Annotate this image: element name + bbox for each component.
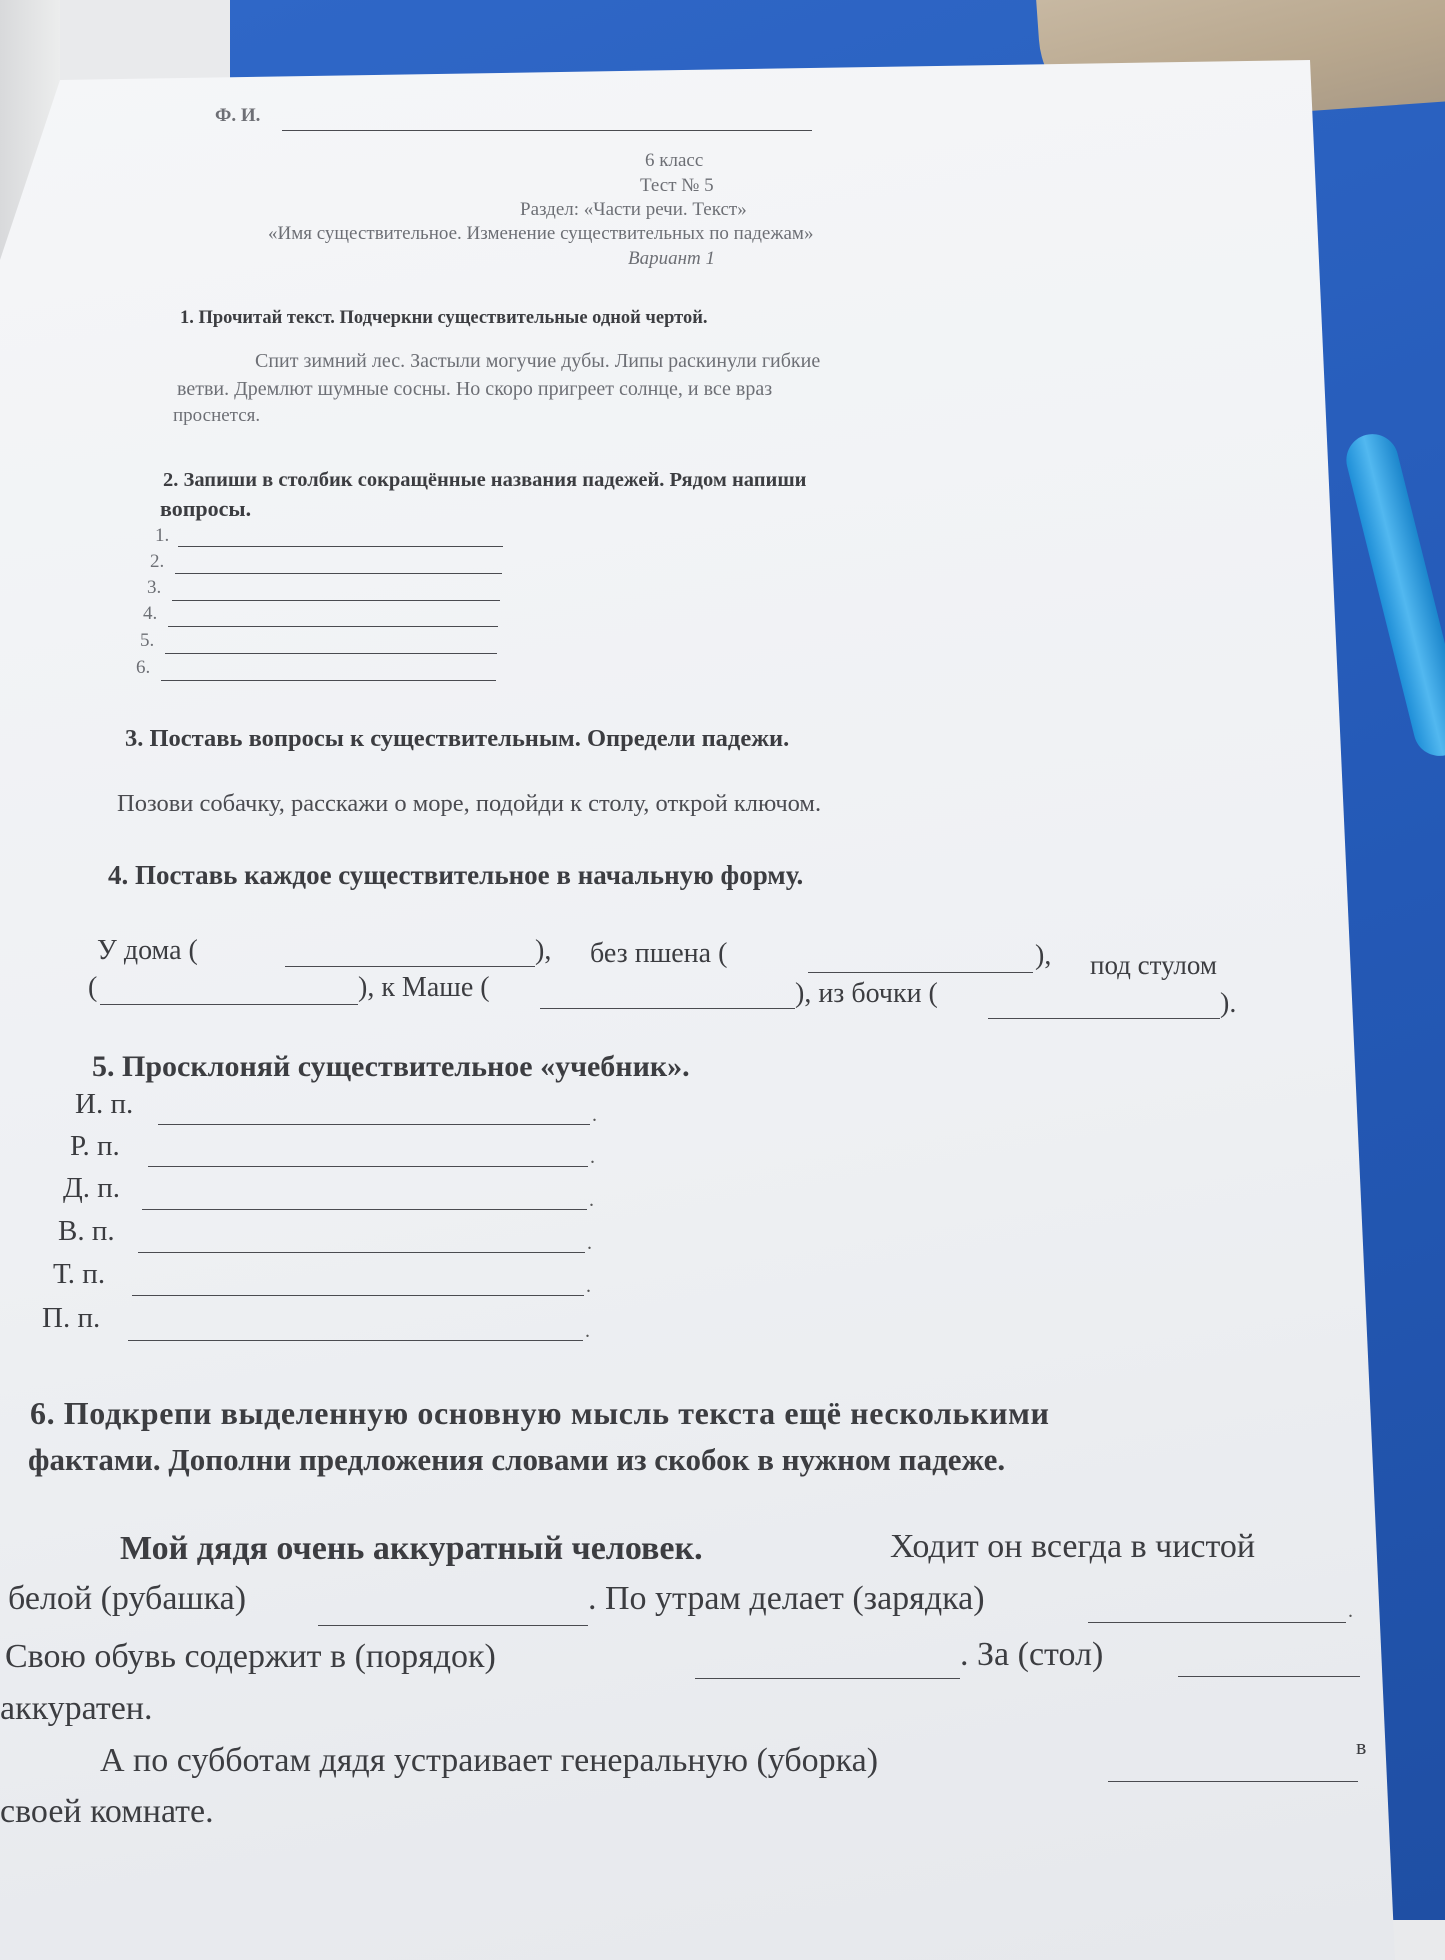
task3-title: 3. Поставь вопросы к существительным. Определи падежи.: [125, 725, 790, 752]
section-title: Раздел: «Части речи. Текст»: [520, 199, 747, 220]
list-item-number: 1.: [155, 525, 170, 546]
task6-line5: А по субботам дядя устраивает генеральную (уборка): [100, 1742, 879, 1779]
answer-line[interactable]: [168, 626, 498, 627]
list-item-number: 3.: [147, 577, 162, 598]
task4-open: (: [88, 972, 98, 1003]
answer-line[interactable]: [1178, 1676, 1360, 1677]
list-item-number: 4.: [143, 603, 158, 624]
task6-line2b: . По утрам делает (зарядка): [588, 1580, 985, 1617]
topic-title: «Имя существительное. Изменение существительных по падежам»: [268, 223, 814, 244]
line-end-dot: .: [587, 1232, 592, 1254]
answer-line[interactable]: [142, 1209, 587, 1210]
line-end-dot: .: [590, 1146, 595, 1168]
task6-line3a: Свою обувь содержит в (порядок): [5, 1638, 496, 1675]
task6-line2a: белой (рубашка): [8, 1580, 247, 1617]
line-end-dot: .: [592, 1104, 597, 1126]
task6-title-line1: 6. Подкрепи выделенную основную мысль текста ещё несколькими: [30, 1395, 1050, 1431]
answer-line[interactable]: [100, 1004, 358, 1005]
task1-text-line3: проснется.: [173, 405, 261, 426]
task5-title: 5. Просклоняй существительное «учебник».: [92, 1050, 690, 1083]
task6-bold-sentence: Мой дядя очень аккуратный человек.: [120, 1530, 703, 1567]
line-end-dot: .: [589, 1189, 594, 1211]
test-number: Тест № 5: [640, 175, 714, 196]
task4-title: 4. Поставь каждое существительное в начальную форму.: [108, 860, 804, 890]
answer-line[interactable]: [318, 1625, 588, 1626]
answer-line[interactable]: [128, 1340, 583, 1341]
case-label: Р. п.: [70, 1130, 120, 1162]
task6-line3b: . За (стол): [960, 1636, 1104, 1673]
answer-line[interactable]: [1108, 1781, 1358, 1782]
grade-label: 6 класс: [645, 150, 704, 171]
task1-text-line1: Спит зимний лес. Застыли могучие дубы. Липы раскинули гибкие: [255, 350, 821, 372]
answer-line[interactable]: [158, 1124, 590, 1125]
task6-line1-rest: Ходит он всегда в чистой: [890, 1528, 1256, 1565]
answer-line[interactable]: [138, 1252, 585, 1253]
case-label: И. п.: [75, 1088, 134, 1120]
list-item-number: 6.: [136, 657, 151, 678]
answer-line[interactable]: [148, 1166, 588, 1167]
name-label: Ф. И.: [215, 105, 261, 126]
task4-word-u-doma: У дома (: [97, 935, 198, 966]
task3-text: Позови собачку, расскажи о море, подойди к столу, открой ключом.: [117, 790, 822, 817]
task6-line6: своей комнате.: [0, 1793, 214, 1830]
case-label: В. п.: [58, 1215, 115, 1247]
line-end-dot: .: [586, 1275, 591, 1297]
case-label: Д. п.: [63, 1172, 121, 1204]
answer-line[interactable]: [540, 1008, 795, 1009]
list-item-number: 5.: [140, 630, 155, 651]
task6-line5-end: в: [1356, 1734, 1367, 1759]
task6-title-line2: фактами. Дополни предложения словами из скобок в нужном падеже.: [28, 1442, 1006, 1477]
task4-word-pod-stulom: под стулом: [1090, 950, 1217, 980]
answer-line[interactable]: [988, 1018, 1220, 1019]
task2-title-line1: 2. Запиши в столбик сокращённые названия падежей. Рядом напиши: [163, 469, 807, 491]
task4-end: ).: [1220, 988, 1237, 1019]
task1-text-line2: ветви. Дремлют шумные сосны. Но скоро пригреет солнце, и все враз: [177, 378, 773, 400]
answer-line[interactable]: [175, 573, 502, 574]
variant-label: Вариант 1: [628, 248, 716, 269]
line-end-dot: .: [1348, 1600, 1353, 1622]
task6-line4: аккуратен.: [0, 1690, 153, 1727]
answer-line[interactable]: [132, 1295, 584, 1296]
answer-line[interactable]: [161, 680, 496, 681]
task1-title: 1. Прочитай текст. Подчеркни существительные одной чертой.: [180, 308, 708, 328]
answer-line[interactable]: [808, 972, 1033, 973]
answer-line[interactable]: [285, 966, 535, 967]
case-label: Т. п.: [53, 1258, 106, 1290]
answer-line[interactable]: [1088, 1622, 1346, 1623]
task2-title-line2: вопросы.: [160, 496, 252, 521]
answer-line[interactable]: [165, 653, 497, 654]
task4-word-iz-bochki: ), из бочки (: [795, 978, 938, 1009]
task4-word-bez-pshena: без пшена (: [590, 938, 728, 969]
answer-line[interactable]: [695, 1678, 960, 1679]
line-end-dot: .: [585, 1320, 590, 1342]
answer-line[interactable]: [178, 546, 503, 547]
name-line[interactable]: [282, 130, 812, 131]
task4-close: ),: [535, 935, 552, 966]
case-label: П. п.: [42, 1302, 101, 1334]
answer-line[interactable]: [172, 600, 500, 601]
task4-close: ),: [1035, 940, 1052, 971]
list-item-number: 2.: [150, 551, 165, 572]
task4-word-k-mashe: ), к Маше (: [358, 972, 490, 1003]
